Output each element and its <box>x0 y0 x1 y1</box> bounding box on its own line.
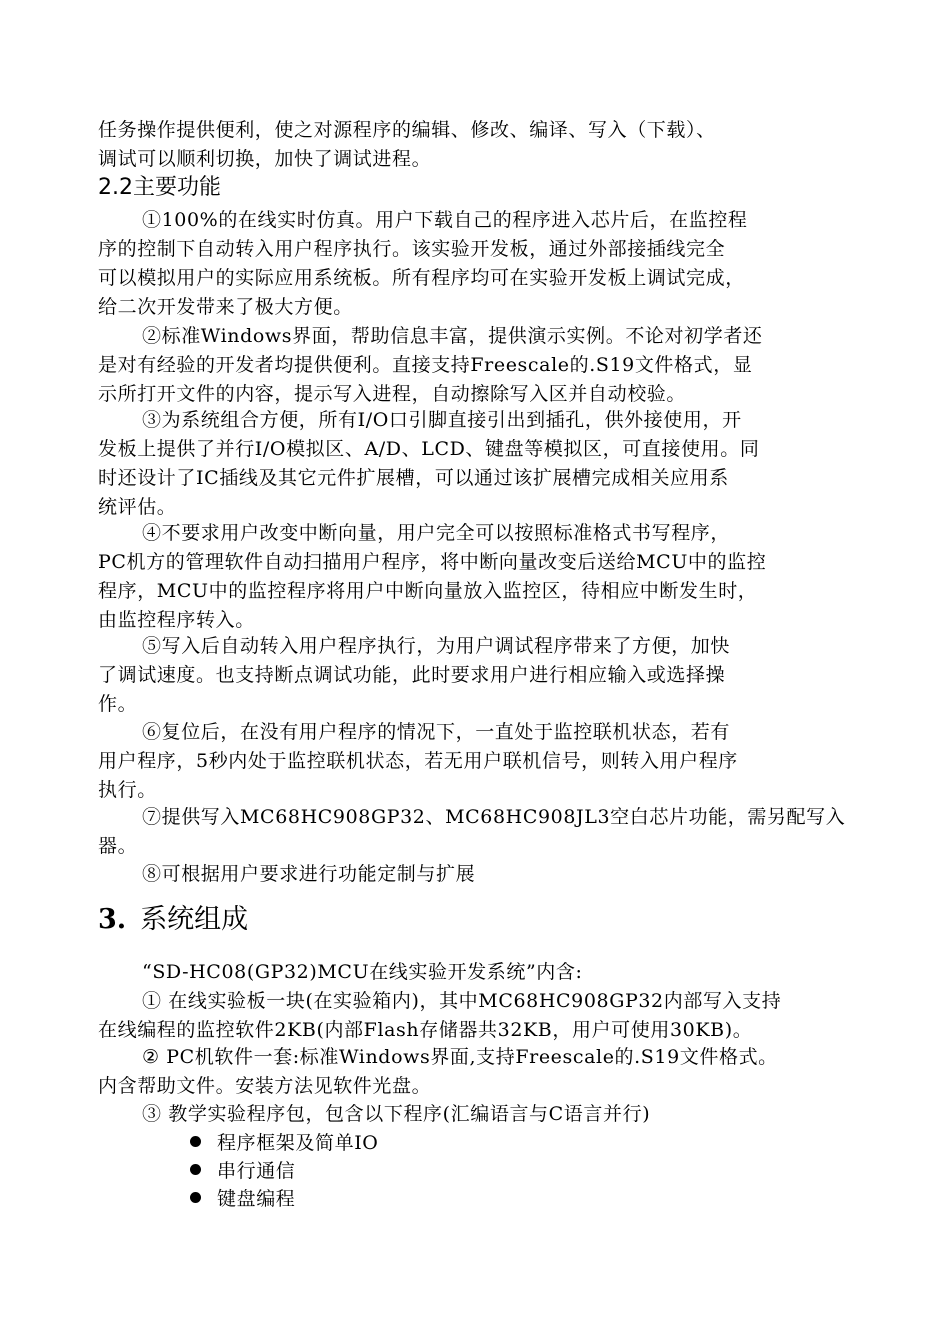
feature-4-line-4: 由监控程序转入。 <box>98 609 255 631</box>
bullet-icon <box>190 1164 201 1175</box>
system-intro-line: “SD-HC08(GP32)MCU在线实验开发系统”内含: <box>142 961 583 983</box>
feature-1-line-4: 给二次开发带来了极大方便。 <box>98 296 353 318</box>
component-1-line-2: 在线编程的监控软件2KB(内部Flash存储器共32KB，用户可使用30KB)。 <box>98 1019 753 1041</box>
feature-4-line-2: PC机方的管理软件自动扫描用户程序，将中断向量改变后送给MCU中的监控 <box>98 551 767 573</box>
component-2-line-2: 内含帮助文件。安装方法见软件光盘。 <box>98 1075 432 1097</box>
feature-2-line-2: 是对有经验的开发者均提供便利。直接支持Freescale的.S19文件格式，显 <box>98 354 753 376</box>
feature-4-line-3: 程序，MCU中的监控程序将用户中断向量放入监控区，待相应中断发生时， <box>98 580 758 602</box>
bullet-icon <box>190 1192 201 1203</box>
feature-6-line-3: 执行。 <box>98 779 157 801</box>
list-item <box>190 1129 378 1157</box>
feature-3-line-2: 发板上提供了并行I/O模拟区、A/D、LCD、键盘等模拟区，可直接使用。同 <box>98 438 760 460</box>
component-1-line-1: ① 在线实验板一块(在实验箱内)，其中MC68HC908GP32内部写入支持 <box>142 990 782 1012</box>
feature-3-line-3: 时还设计了IC插线及其它元件扩展槽，可以通过该扩展槽完成相关应用系 <box>98 467 729 489</box>
intro-line-2: 调试可以顺利切换，加快了调试进程。 <box>98 148 432 170</box>
feature-6-line-2: 用户程序，5秒内处于监控联机状态，若无用户联机信号，则转入用户程序 <box>98 750 738 772</box>
section-3-number: 3. <box>98 904 127 935</box>
list-item <box>190 1157 295 1185</box>
feature-2-line-1: ②标准Windows界面，帮助信息丰富，提供演示实例。不论对初学者还 <box>142 325 763 347</box>
feature-7-line-2: 器。 <box>98 835 138 857</box>
feature-6-line-1: ⑥复位后，在没有用户程序的情况下，一直处于监控联机状态，若有 <box>142 721 731 743</box>
section-2-2-heading: 2.2主要功能 <box>98 175 221 200</box>
feature-2-line-3: 示所打开文件的内容，提示写入进程，自动擦除写入区并自动校验。 <box>98 383 687 405</box>
feature-4-line-1: ④不要求用户改变中断向量，用户完全可以按照标准格式书写程序， <box>142 522 731 544</box>
list-item-text: 键盘编程 <box>217 1188 296 1210</box>
component-3-line-1: ③ 教学实验程序包，包含以下程序(汇编语言与C语言并行) <box>142 1103 651 1125</box>
list-item-text: 串行通信 <box>217 1160 296 1182</box>
feature-5-line-3: 作。 <box>98 693 138 715</box>
feature-7-line-1: ⑦提供写入MC68HC908GP32、MC68HC908JL3空白芯片功能，需另配写入 <box>142 806 846 828</box>
feature-8-line-1: ⑧可根据用户要求进行功能定制与扩展 <box>142 863 476 885</box>
feature-1-line-3: 可以模拟用户的实际应用系统板。所有程序均可在实验开发板上调试完成， <box>98 267 745 289</box>
list-item <box>190 1185 295 1213</box>
feature-1-line-1: ①100%的在线实时仿真。用户下载自己的程序进入芯片后，在监控程 <box>142 209 748 231</box>
bullet-icon <box>190 1136 201 1147</box>
feature-1-line-2: 序的控制下自动转入用户程序执行。该实验开发板，通过外部接插线完全 <box>98 238 726 260</box>
feature-5-line-2: 了调试速度。也支持断点调试功能，此时要求用户进行相应输入或选择操 <box>98 664 726 686</box>
component-2-line-1: ② PC机软件一套:标准Windows界面,支持Freescale的.S19文件格式。 <box>142 1046 778 1068</box>
list-item-text: 程序框架及简单IO <box>217 1132 379 1154</box>
section-3-heading <box>98 900 248 940</box>
feature-3-line-1: ③为系统组合方便，所有I/O口引脚直接引出到插孔，供外接使用，开 <box>142 409 742 431</box>
feature-5-line-1: ⑤写入后自动转入用户程序执行，为用户调试程序带来了方便，加快 <box>142 635 731 657</box>
feature-3-line-4: 统评估。 <box>98 496 177 518</box>
section-3-title: 系统组成 <box>140 904 249 935</box>
intro-line-1: 任务操作提供便利，使之对源程序的编辑、修改、编译、写入（下载）、 <box>98 119 716 141</box>
